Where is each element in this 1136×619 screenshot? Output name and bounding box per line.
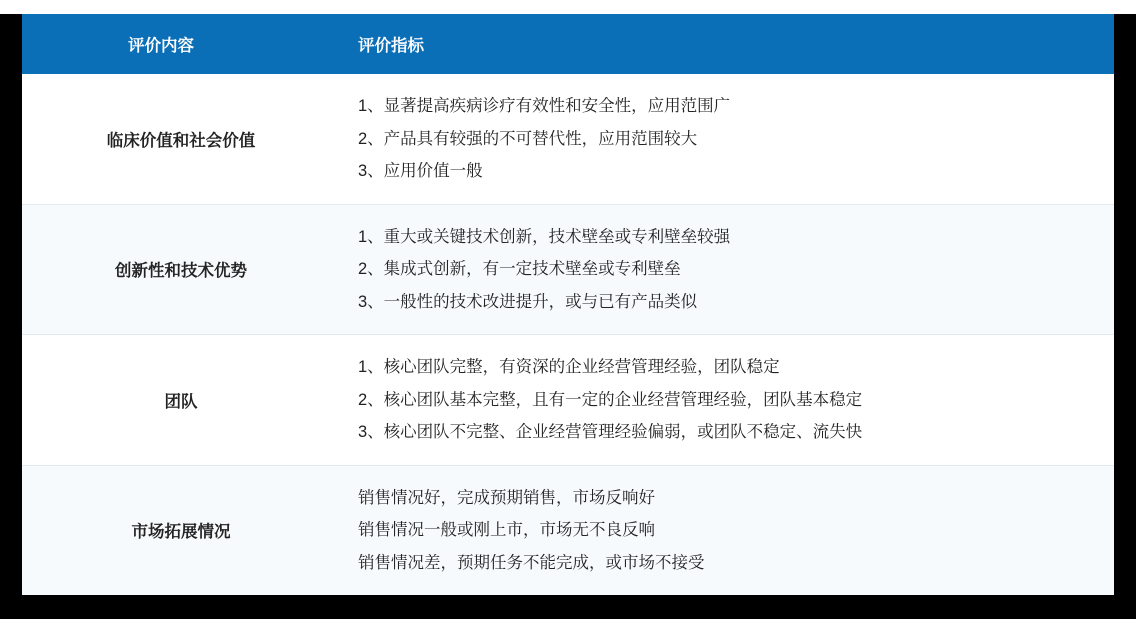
row-indicator-cell <box>340 74 1114 204</box>
indicator-line: 2、核心团队基本完整，且有一定的企业经营管理经验，团队基本稳定 <box>358 390 863 409</box>
indicator-line: 销售情况好，完成预期销售，市场反响好 <box>358 488 655 507</box>
row-content-label: 创新性和技术优势 <box>22 204 340 335</box>
indicator-line: 3、应用价值一般 <box>358 162 483 180</box>
table-row <box>22 335 1114 466</box>
indicator-line: 销售情况差，预期任务不能完成，或市场不接受 <box>358 553 705 572</box>
column-header-index <box>340 14 1114 74</box>
column-header-content-label: 评价内容 <box>128 37 194 55</box>
indicator-line: 1、显著提高疾病诊疗有效性和安全性，应用范围广 <box>358 97 731 115</box>
row-content-label: 团队 <box>22 335 340 466</box>
table-row <box>22 204 1114 335</box>
evaluation-table <box>22 14 1114 595</box>
table-header-row <box>22 14 1114 74</box>
indicator-line: 1、重大或关键技术创新，技术壁垒或专利壁垒较强 <box>358 227 731 246</box>
table-row <box>22 74 1114 204</box>
table-row <box>22 465 1114 595</box>
row-indicator-cell <box>340 335 1114 466</box>
table-body <box>22 74 1114 595</box>
row-content-label: 临床价值和社会价值 <box>22 74 340 204</box>
row-content-label: 市场拓展情况 <box>22 465 340 595</box>
top-white-band <box>0 0 1136 14</box>
table-header <box>22 14 1114 74</box>
indicator-line: 2、集成式创新，有一定技术壁垒或专利壁垒 <box>358 260 681 278</box>
indicator-line: 销售情况一般或刚上市，市场无不良反响 <box>358 521 655 539</box>
column-header-content <box>22 14 340 74</box>
column-header-index-label: 评价指标 <box>358 37 424 55</box>
row-indicator-cell <box>340 465 1114 595</box>
row-indicator-cell <box>340 204 1114 335</box>
evaluation-table-container <box>22 14 1114 595</box>
indicator-line: 2、产品具有较强的不可替代性，应用范围较大 <box>358 129 698 148</box>
indicator-line: 3、核心团队不完整、企业经营管理经验偏弱，或团队不稳定、流失快 <box>358 423 863 441</box>
indicator-line: 1、核心团队完整，有资深的企业经营管理经验，团队稳定 <box>358 358 780 376</box>
indicator-line: 3、一般性的技术改进提升，或与已有产品类似 <box>358 292 698 311</box>
